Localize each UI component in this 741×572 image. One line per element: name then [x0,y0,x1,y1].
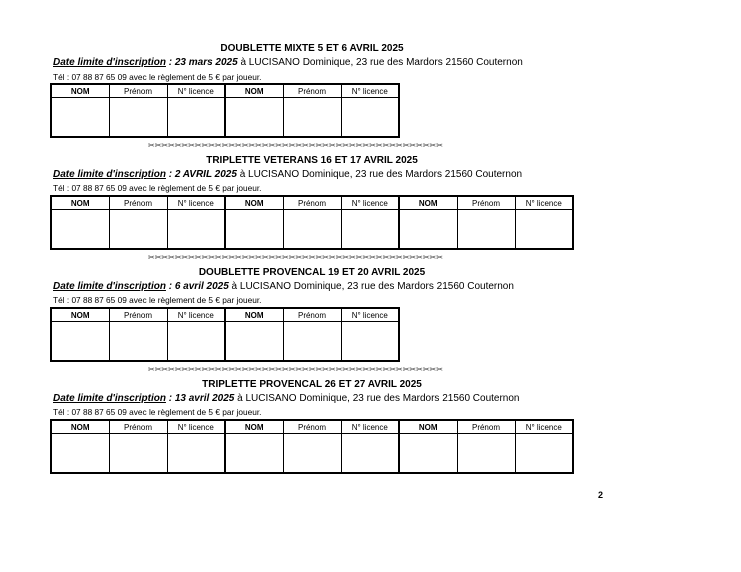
entry-cell[interactable] [283,98,341,138]
entry-cell[interactable] [457,210,515,250]
deadline-label: Date limite d'inscription [53,169,166,180]
entry-cell[interactable] [167,98,225,138]
entry-cell[interactable] [341,98,399,138]
entry-cell[interactable] [341,434,399,474]
deadline-address: à LUCISANO Dominique, 23 rue des Mardors 21560 Couternon [234,393,520,404]
entry-cell[interactable] [283,322,341,362]
section-title: TRIPLETTE PROVENCAL 26 ET 27 AVRIL 2025 [202,379,422,390]
deadline-line [53,169,522,180]
deadline-date: : 6 avril 2025 [165,281,229,292]
tel-line: Tél : 07 88 87 65 09 avec le règlement de 5 € par joueur. [53,183,262,193]
col-nom: NOM [225,196,283,210]
entry-cell[interactable] [109,210,167,250]
deadline-line [53,393,520,404]
entry-cell[interactable] [51,434,109,474]
col-licence: N° licence [167,420,225,434]
scissors-cut-line: ✂✂✂✂✂✂✂✂✂✂✂✂✂✂✂✂✂✂✂✂✂✂✂✂✂✂✂✂✂✂✂✂✂✂✂✂✂✂✂✂✂✂✂✂ [148,141,443,150]
entry-cell[interactable] [225,210,283,250]
scissors-cut-line: ✂✂✂✂✂✂✂✂✂✂✂✂✂✂✂✂✂✂✂✂✂✂✂✂✂✂✂✂✂✂✂✂✂✂✂✂✂✂✂✂✂✂✂✂ [148,365,443,374]
entry-row [51,322,399,362]
deadline-address: à LUCISANO Dominique, 23 rue des Mardors 21560 Couternon [228,281,514,292]
col-prenom: Prénom [283,196,341,210]
section-title: DOUBLETTE PROVENCAL 19 ET 20 AVRIL 2025 [198,267,426,278]
entry-cell[interactable] [515,210,573,250]
deadline-line [53,57,523,68]
col-nom: NOM [51,308,109,322]
entry-cell[interactable] [399,210,457,250]
entry-cell[interactable] [167,434,225,474]
deadline-date: : 13 avril 2025 [165,393,235,404]
deadline-address: à LUCISANO Dominique, 23 rue des Mardors 21560 Couternon [236,169,523,180]
entry-cell[interactable] [225,322,283,362]
entry-cell[interactable] [167,322,225,362]
col-licence: N° licence [515,196,573,210]
col-nom: NOM [225,84,283,98]
col-licence: N° licence [341,308,399,322]
col-nom: NOM [51,84,109,98]
deadline-address: à LUCISANO Dominique, 23 rue des Mardors 21560 Couternon [237,57,523,68]
col-prenom: Prénom [457,420,515,434]
entry-cell[interactable] [341,210,399,250]
entry-cell[interactable] [51,98,109,138]
col-nom: NOM [225,420,283,434]
entry-cell[interactable] [399,434,457,474]
col-licence: N° licence [167,196,225,210]
col-licence: N° licence [167,308,225,322]
col-nom: NOM [399,420,457,434]
deadline-line [53,281,514,292]
col-prenom: Prénom [109,420,167,434]
entry-row [51,210,573,250]
col-licence: N° licence [341,420,399,434]
deadline-label: Date limite d'inscription [53,57,166,68]
entry-row [51,434,573,474]
col-prenom: Prénom [283,420,341,434]
entry-cell[interactable] [283,434,341,474]
entry-cell[interactable] [51,322,109,362]
deadline-date: : 2 AVRIL 2025 [165,169,237,180]
scissors-cut-line: ✂✂✂✂✂✂✂✂✂✂✂✂✂✂✂✂✂✂✂✂✂✂✂✂✂✂✂✂✂✂✂✂✂✂✂✂✂✂✂✂✂✂✂✂ [148,253,443,262]
deadline-label: Date limite d'inscription [53,281,166,292]
entry-row [51,98,399,138]
entry-cell[interactable] [515,434,573,474]
tel-line: Tél : 07 88 87 65 09 avec le règlement de 5 € par joueur. [53,407,262,417]
col-licence: N° licence [167,84,225,98]
section-title: TRIPLETTE VETERANS 16 ET 17 AVRIL 2025 [206,155,418,166]
registration-table [50,195,574,250]
section-title: DOUBLETTE MIXTE 5 ET 6 AVRIL 2025 [220,43,404,54]
col-licence: N° licence [341,84,399,98]
col-prenom: Prénom [283,308,341,322]
entry-cell[interactable] [109,434,167,474]
entry-cell[interactable] [225,98,283,138]
entry-cell[interactable] [109,98,167,138]
registration-table [50,419,574,474]
deadline-date: : 23 mars 2025 [165,57,238,68]
entry-cell[interactable] [283,210,341,250]
col-nom: NOM [51,196,109,210]
col-nom: NOM [399,196,457,210]
registration-table [50,83,400,138]
deadline-label: Date limite d'inscription [53,393,166,404]
registration-table [50,307,400,362]
col-prenom: Prénom [109,84,167,98]
col-licence: N° licence [341,196,399,210]
entry-cell[interactable] [51,210,109,250]
col-licence: N° licence [515,420,573,434]
col-nom: NOM [51,420,109,434]
col-prenom: Prénom [109,196,167,210]
entry-cell[interactable] [109,322,167,362]
tel-line: Tél : 07 88 87 65 09 avec le règlement de 5 € par joueur. [53,72,262,82]
col-prenom: Prénom [283,84,341,98]
entry-cell[interactable] [457,434,515,474]
entry-cell[interactable] [341,322,399,362]
col-nom: NOM [225,308,283,322]
entry-cell[interactable] [225,434,283,474]
col-prenom: Prénom [109,308,167,322]
col-prenom: Prénom [457,196,515,210]
page-number: 2 [598,490,604,500]
tel-line: Tél : 07 88 87 65 09 avec le règlement de 5 € par joueur. [53,295,262,305]
entry-cell[interactable] [167,210,225,250]
